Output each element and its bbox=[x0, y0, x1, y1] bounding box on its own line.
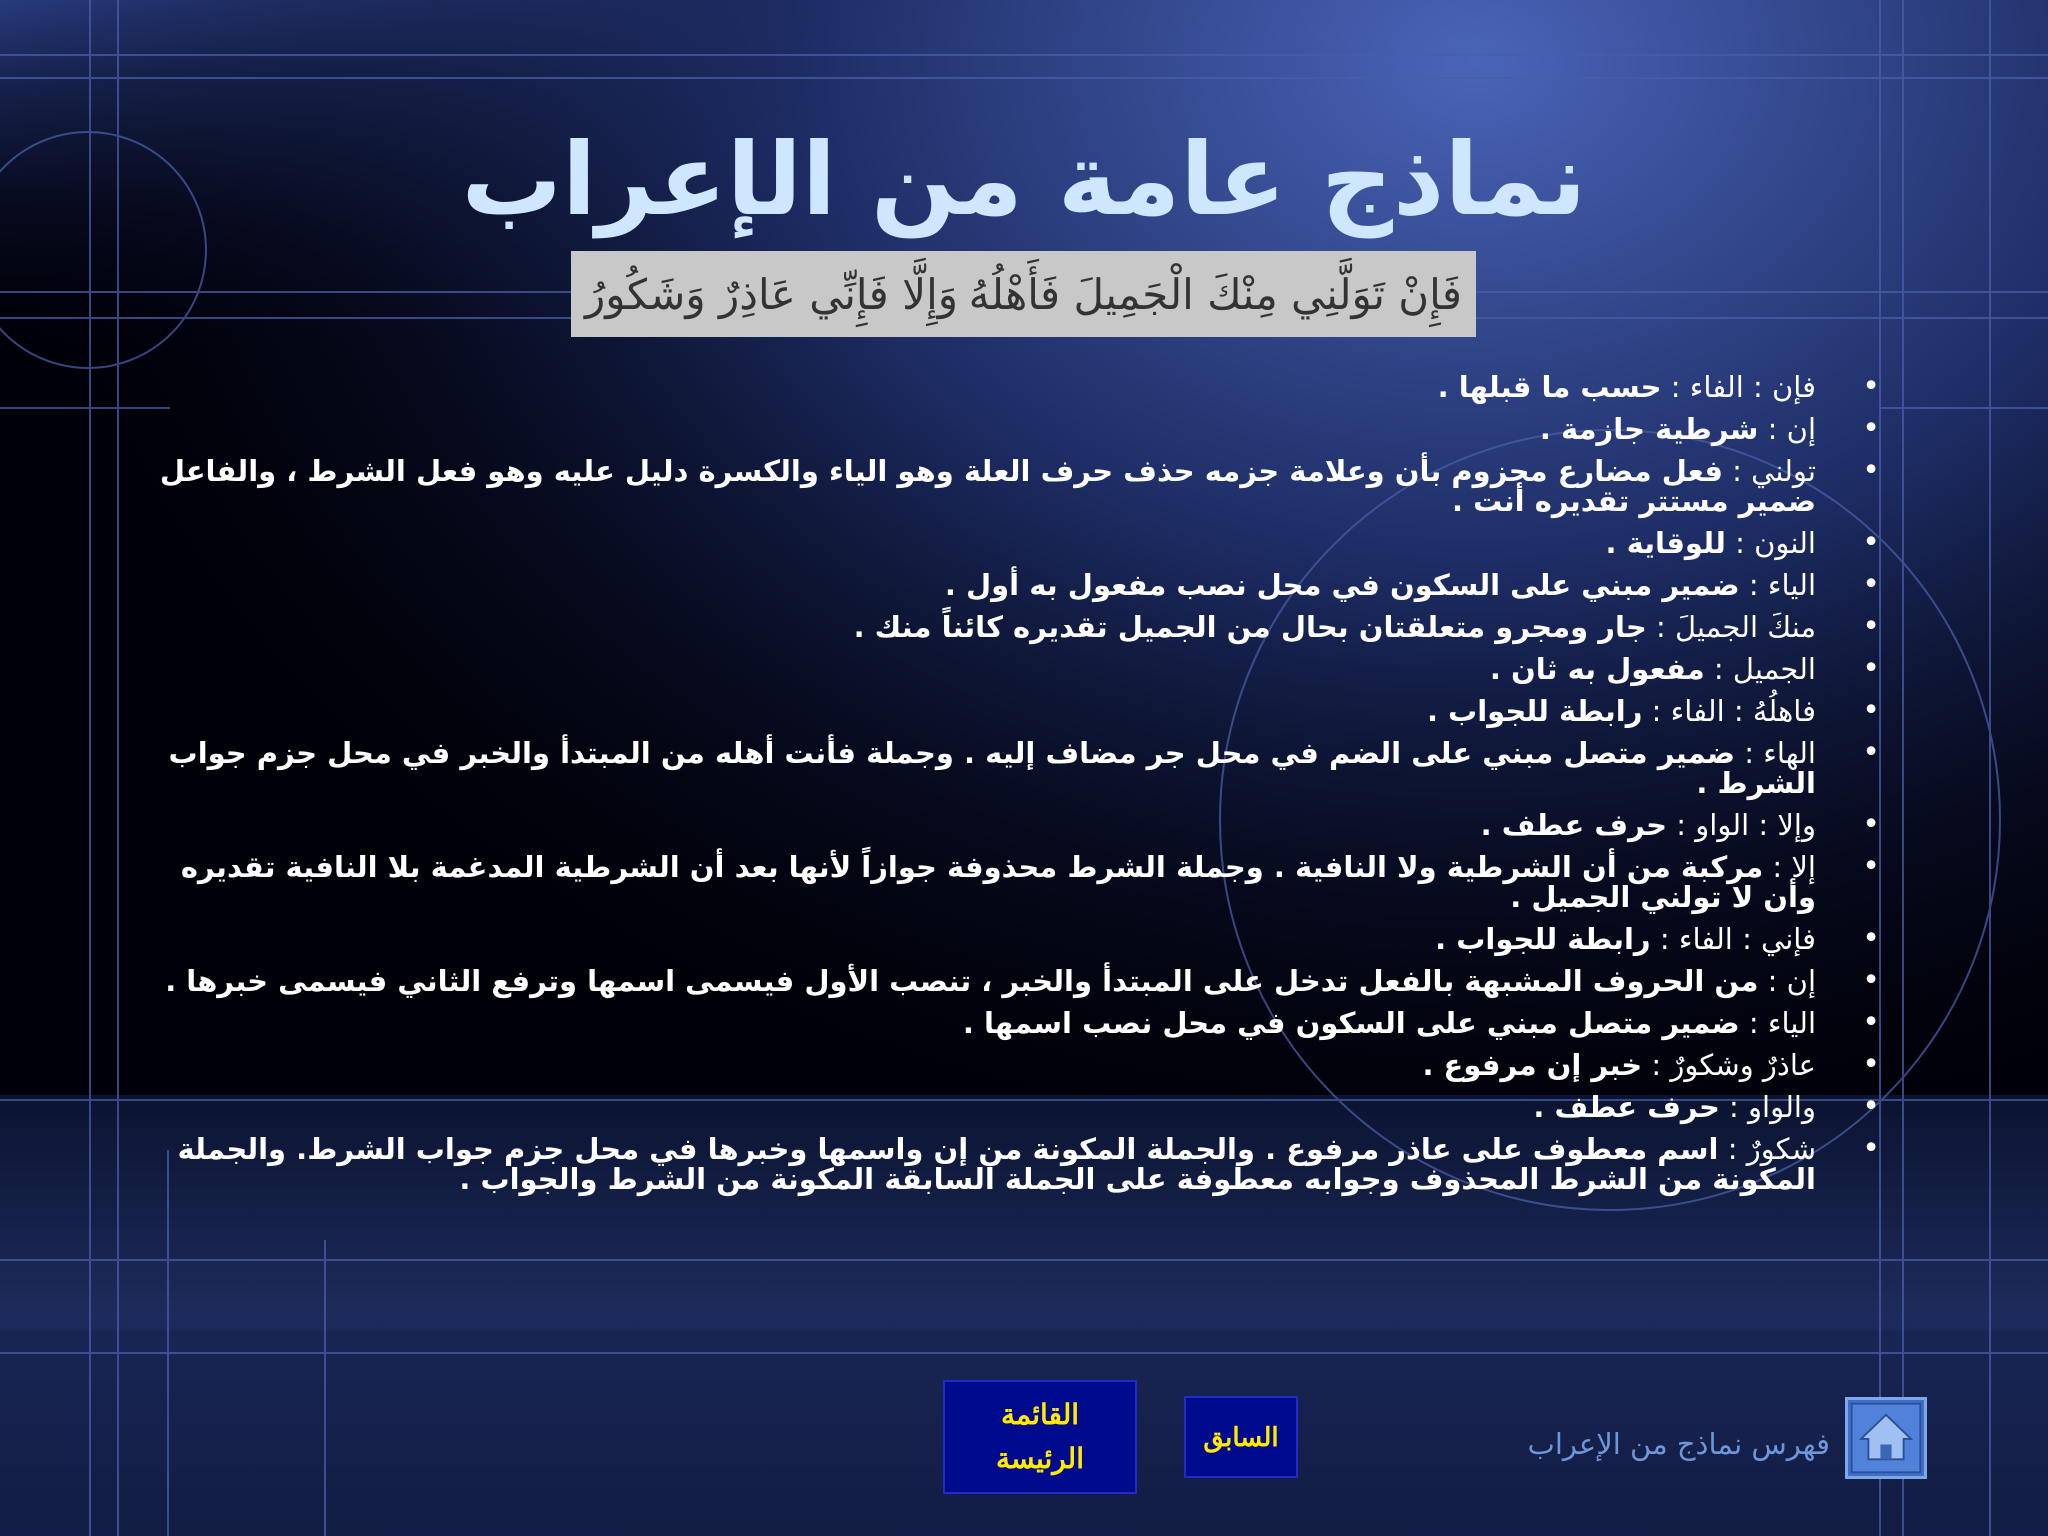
parsing-description: فعل مضارع مجزوم بأن وعلامة جزمه حذف حرف العلة وهو الياء والكسرة دليل عليه وهو فعل الشرط ، والفاعل ضمير مستتر تقديره أنت . bbox=[159, 454, 1816, 518]
parsing-description: ضمير مبني على السكون في محل نصب مفعول به أول . bbox=[944, 568, 1740, 602]
parsed-word: تولني : bbox=[1722, 454, 1816, 488]
list-item bbox=[140, 414, 1880, 444]
list-item bbox=[140, 924, 1880, 954]
parsing-description: جار ومجرو متعلقتان بحال من الجميل تقديره كائناً منك . bbox=[853, 610, 1647, 644]
list-item bbox=[140, 372, 1880, 402]
list-item bbox=[140, 612, 1880, 642]
parsed-word: الياء : bbox=[1739, 1006, 1816, 1040]
list-item bbox=[140, 1134, 1880, 1194]
parsed-word: إن : bbox=[1758, 964, 1816, 998]
parsing-description: للوقاية . bbox=[1605, 526, 1726, 560]
list-item bbox=[140, 1050, 1880, 1080]
previous-label: السابق bbox=[1203, 1421, 1279, 1452]
parsing-description: حسب ما قبلها . bbox=[1437, 370, 1662, 404]
parsing-description: رابطة للجواب . bbox=[1435, 922, 1651, 956]
index-link[interactable]: فهرس نماذج من الإعراب bbox=[1527, 1427, 1830, 1461]
parsing-description: حرف عطف . bbox=[1533, 1090, 1720, 1124]
parsed-word: إن : bbox=[1758, 412, 1816, 446]
list-item bbox=[140, 456, 1880, 516]
list-item bbox=[140, 852, 1880, 912]
parsed-word: الهاء : bbox=[1735, 736, 1816, 770]
list-item bbox=[140, 810, 1880, 840]
verse-first-hemistich: فَإِنْ تَوَلَّنِي مِنْكَ الْجَمِيلَ فَأَهْلُهُ bbox=[968, 269, 1462, 319]
list-item bbox=[140, 966, 1880, 996]
parsed-word: الياء : bbox=[1739, 568, 1816, 602]
home-icon bbox=[1848, 1400, 1924, 1476]
parsing-description: حرف عطف . bbox=[1480, 808, 1668, 842]
parsing-description: من الحروف المشبهة بالفعل تدخل على المبتدأ والخبر ، تنصب الأول فيسمى اسمها وترفع الثاني فيسمى خبرها . bbox=[165, 964, 1759, 998]
slide-title: نماذج عامة من الإعراب bbox=[461, 121, 1587, 238]
parsed-word: عاذرٌ وشكورٌ : bbox=[1642, 1048, 1816, 1082]
parsing-description: مفعول به ثان . bbox=[1489, 652, 1705, 686]
previous-button[interactable] bbox=[1184, 1396, 1298, 1478]
list-item bbox=[140, 696, 1880, 726]
parsing-description: خبر إن مرفوع . bbox=[1422, 1048, 1643, 1082]
parsed-word: وإلا : الواو : bbox=[1667, 808, 1816, 842]
home-button[interactable] bbox=[1845, 1397, 1927, 1479]
poem-verse-image bbox=[571, 251, 1476, 337]
list-item bbox=[140, 738, 1880, 798]
parsed-word: الجميل : bbox=[1704, 652, 1816, 686]
parsing-description: شرطية جازمة . bbox=[1539, 412, 1759, 446]
parsing-description: ضمير متصل مبني على السكون في محل نصب اسمها . bbox=[962, 1006, 1740, 1040]
parsed-word: فإن : الفاء : bbox=[1661, 370, 1816, 404]
parsing-description: مركبة من أن الشرطية ولا النافية . وجملة الشرط محذوفة جوازاً لأنها بعد أن الشرطية المدغمة بلا النافية تقديره وأن لا تولني الجميل . bbox=[180, 850, 1816, 914]
parsed-word: فإني : الفاء : bbox=[1650, 922, 1816, 956]
main-menu-button[interactable] bbox=[943, 1380, 1137, 1494]
main-menu-label: القائمة الرئيسة bbox=[996, 1399, 1084, 1474]
parsed-word: والواو : bbox=[1719, 1090, 1816, 1124]
parsed-word: إلا : bbox=[1763, 850, 1816, 884]
parsing-list bbox=[140, 372, 1880, 1206]
list-item bbox=[140, 1008, 1880, 1038]
parsed-word: النون : bbox=[1725, 526, 1816, 560]
list-item bbox=[140, 570, 1880, 600]
parsing-description: اسم معطوف على عاذر مرفوع . والجملة المكونة من إن واسمها وخبرها في محل جزم جواب الشرط. والجملة المكونة من الشرط المحذوف وجوابه معطوفة على الجملة السابقة المكونة من الشرط والجواب . bbox=[177, 1132, 1816, 1196]
parsing-description: ضمير متصل مبني على الضم في محل جر مضاف إليه . وجملة فأنت أهله من المبتدأ والخبر في محل جزم جواب الشرط . bbox=[168, 736, 1816, 800]
list-item bbox=[140, 528, 1880, 558]
verse-second-hemistich: وَإِلَّا فَإِنِّي عَاذِرٌ وَشَكُورُ bbox=[585, 269, 959, 319]
parsing-description: رابطة للجواب . bbox=[1426, 694, 1643, 728]
parsed-word: شكورٌ : bbox=[1718, 1132, 1816, 1166]
list-item bbox=[140, 1092, 1880, 1122]
parsed-word: فاهلُهُ : الفاء : bbox=[1642, 694, 1816, 728]
parsed-word: منكَ الجميلَ : bbox=[1646, 610, 1816, 644]
list-item bbox=[140, 654, 1880, 684]
